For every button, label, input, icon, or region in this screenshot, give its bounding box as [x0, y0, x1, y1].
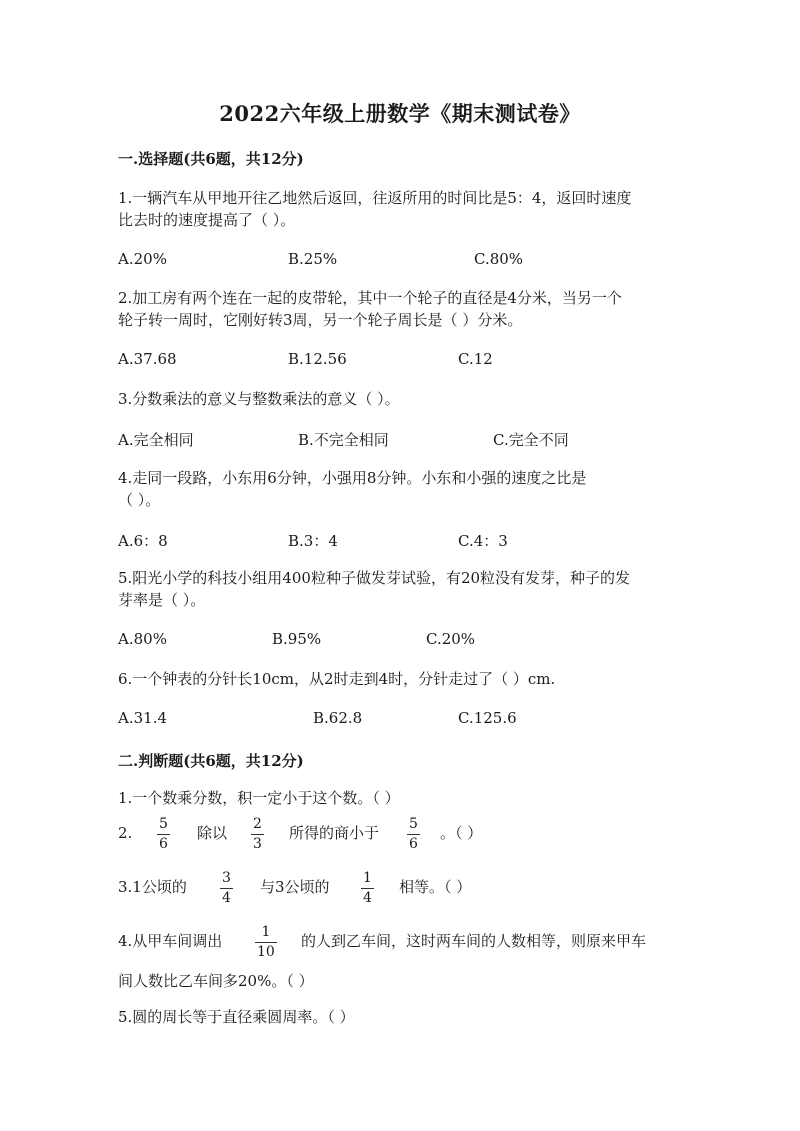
option-a: A.37.68 — [118, 350, 177, 368]
fraction: 5 6 — [159, 816, 168, 852]
question-text: 轮子转一周时，它刚好转3周，另一个轮子周长是（ ）分米。 — [118, 311, 523, 329]
question-text: 芽率是（ ）。 — [118, 591, 206, 609]
page-title: 2022六年级上册数学《期末测试卷》 — [219, 101, 581, 126]
option-b: B.25% — [288, 250, 338, 268]
option-c: C.125.6 — [458, 709, 517, 727]
question-text: 1.一辆汽车从甲地开往乙地然后返回，往返所用的时间比是5：4，返回时速度 — [118, 189, 632, 207]
question-number: 2. — [118, 824, 133, 842]
section-heading-judge: 二.判断题(共6题，共12分) — [118, 752, 304, 770]
option-c: C.完全不同 — [493, 431, 569, 449]
question-text: 。（ ） — [440, 824, 483, 842]
option-b: B.3：4 — [288, 532, 338, 550]
question-text: 4.从甲车间调出 — [118, 932, 223, 950]
question-text: 比去时的速度提高了（ ）。 — [118, 211, 296, 229]
question-text: 3.1公顷的 — [118, 878, 187, 896]
question-text: 2.加工房有两个连在一起的皮带轮，其中一个轮子的直径是4分米，当另一个 — [118, 289, 622, 307]
question-text: 与3公顷的 — [260, 878, 330, 896]
fraction: 3 4 — [222, 870, 231, 906]
option-a: A.20% — [118, 250, 167, 268]
question-text: 除以 — [197, 824, 228, 842]
question-text: 相等。（ ） — [399, 878, 472, 896]
option-a: A.6：8 — [118, 532, 168, 550]
option-b: B.12.56 — [288, 350, 347, 368]
question-text: 的人到乙车间，这时两车间的人数相等，则原来甲车 — [301, 932, 647, 950]
option-c: C.4：3 — [458, 532, 508, 550]
question-text: 1.一个数乘分数，积一定小于这个数。（ ） — [118, 789, 400, 807]
fraction: 1 10 — [257, 924, 275, 960]
option-c: C.12 — [458, 350, 493, 368]
question-text: 3.分数乘法的意义与整数乘法的意义（ ）。 — [118, 390, 400, 408]
option-b: B.62.8 — [313, 709, 363, 727]
question-text: （ ）。 — [118, 491, 161, 509]
question-text: 间人数比乙车间多20%。（ ） — [118, 972, 314, 990]
option-c: C.20% — [426, 630, 476, 648]
option-c: C.80% — [474, 250, 524, 268]
option-b: B.95% — [272, 630, 322, 648]
option-a: A.31.4 — [118, 709, 167, 727]
question-text: 所得的商小于 — [289, 824, 380, 842]
question-text: 6.一个钟表的分针长10cm，从2时走到4时，分针走过了（ ）cm. — [118, 670, 556, 688]
option-b: B.不完全相同 — [298, 431, 389, 449]
fraction: 1 4 — [363, 870, 372, 906]
fraction: 5 6 — [409, 816, 418, 852]
question-text: 5.阳光小学的科技小组用400粒种子做发芽试验，有20粒没有发芽，种子的发 — [118, 569, 631, 587]
option-a: A.80% — [118, 630, 167, 648]
fraction: 2 3 — [253, 816, 262, 852]
option-a: A.完全相同 — [118, 431, 194, 449]
question-text: 4.走同一段路，小东用6分钟，小强用8分钟。小东和小强的速度之比是 — [118, 469, 587, 487]
question-text: 5.圆的周长等于直径乘圆周率。（ ） — [118, 1008, 355, 1026]
section-heading-choice: 一.选择题(共6题，共12分) — [118, 150, 304, 168]
